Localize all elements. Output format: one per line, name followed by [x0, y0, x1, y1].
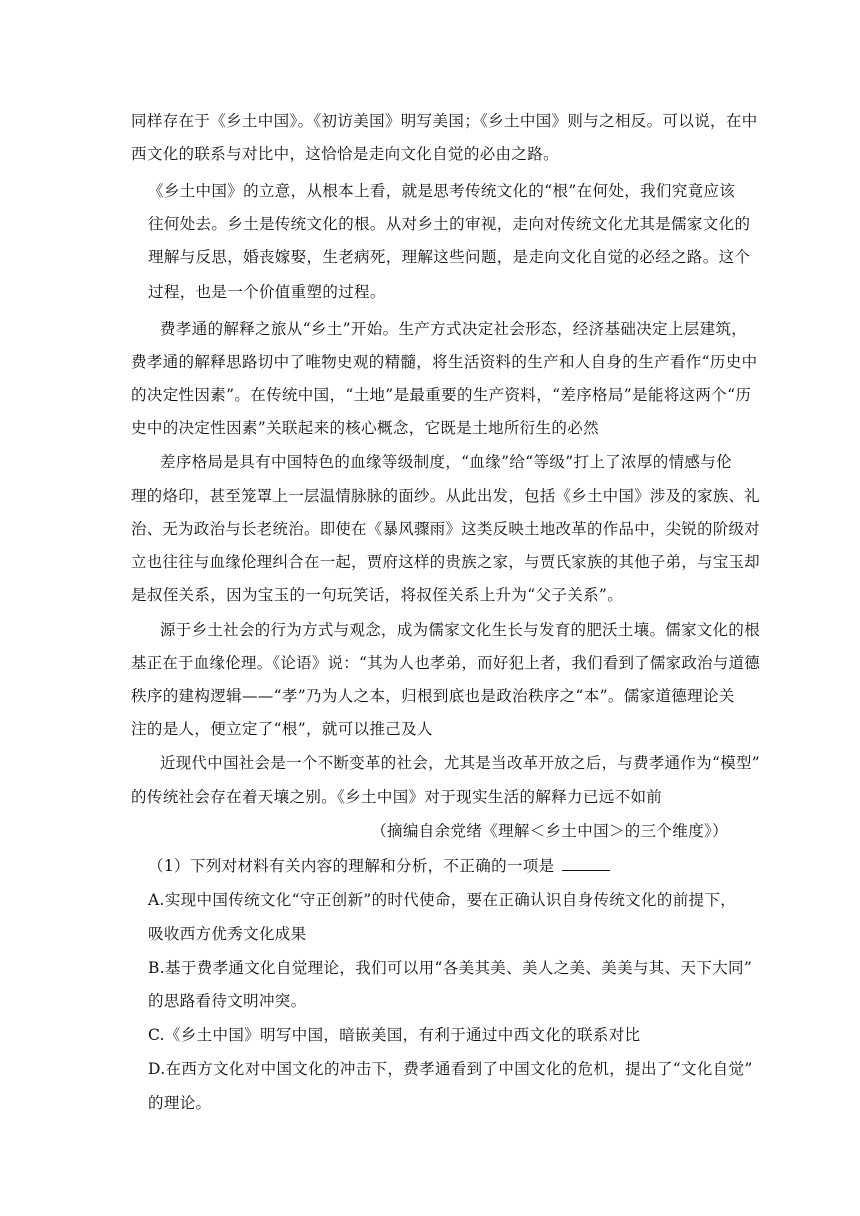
option-a: A.实现中国传统文化“守正创新”的时代使命，要在正确认识自身传统文化的前提下， — [148, 891, 737, 909]
option-a-cont: 吸收西方优秀文化成果 — [148, 925, 307, 943]
text-line: 理的烙印，甚至笼罩上一层温情脉脉的面纱。从此出发，包括《乡土中国》涉及的家族、礼 — [131, 487, 761, 505]
option-b: B.基于费孝通文化自觉理论，我们可以用“各美其美、美人之美、美美与其、天下大同” — [148, 959, 753, 977]
text-line: 基正在于血缘伦理。《论语》说：“其为人也孝弟，而好犯上者，我们看到了儒家政治与道德 — [131, 654, 761, 672]
text-line: 近现代中国社会是一个不断变革的社会，尤其是当改革开放之后，与费孝通作为“模型” — [160, 754, 761, 772]
option-c: C.《乡土中国》明写中国，暗嵌美国，有利于通过中西文化的联系对比 — [148, 1026, 641, 1044]
text-line: 源于乡土社会的行为方式与观念，成为儒家文化生长与发育的肥沃土壤。儒家文化的根 — [160, 621, 761, 639]
option-b-cont: 的思路看待文明冲突。 — [148, 992, 307, 1010]
text-line: 差序格局是具有中国特色的血缘等级制度，“血缘”给“等级”打上了浓厚的情感与伦 — [160, 453, 732, 471]
text-line: 费孝通的解释思路切中了唯物史观的精髓，将生活资料的生产和人自身的生产看作“历史中 — [131, 353, 758, 371]
answer-blank — [562, 856, 610, 871]
text-line: 西文化的联系与对比中，这恰恰是走向文化自觉的必由之路。 — [131, 145, 559, 163]
text-line: 过程，也是一个价值重塑的过程。 — [148, 283, 386, 301]
text-line: 同样存在于《乡土中国》。《初访美国》明写美国；《乡土中国》则与之相反。可以说，在中 — [131, 112, 758, 130]
text-line: 费孝通的解释之旅从“乡土”开始。生产方式决定社会形态，经济基础决定上层建筑， — [160, 320, 748, 338]
text-line: 治、无为政治与长老统治。即使在《暴风骤雨》这类反映土地改革的作品中，尖锐的阶级对 — [131, 520, 761, 538]
text-line: 往何处去。乡土是传统文化的根。从对乡土的审视，走向对传统文化尤其是儒家文化的 — [148, 215, 751, 233]
text-line: 立也往往与血缘伦理纠合在一起，贾府这样的贵族之家，与贾氏家族的其他子弟，与宝玉却 — [131, 553, 761, 571]
source-attribution: （摘编自余党绪《理解＜乡土中国＞的三个维度》） — [371, 822, 728, 840]
text-line: 的决定性因素”。在传统中国，“土地”是最重要的生产资料，“差序格局”是能将这两个“历 — [131, 386, 752, 404]
question-stem — [148, 856, 610, 876]
text-line: 《乡土中国》的立意，从根本上看，就是思考传统文化的“根”在何处，我们究竟应该 — [148, 182, 736, 200]
text-line: 理解与反思，婚丧嫁娶，生老病死，理解这些问题，是走向文化自觉的必经之路。这个 — [148, 248, 751, 266]
question-stem-text: （1）下列对材料有关内容的理解和分析，不正确的一项是 — [148, 857, 555, 875]
text-line: 史中的决定性因素”关联起来的核心概念，它既是土地所衍生的必然 — [131, 419, 599, 437]
option-d: D.在西方文化对中国文化的冲击下，费孝通看到了中国文化的危机，提出了“文化自觉” — [148, 1060, 753, 1078]
text-line: 秩序的建构逻辑——“孝”乃为人之本，归根到底也是政治秩序之“本”。儒家道德理论关 — [131, 687, 735, 705]
text-line: 是叔侄关系，因为宝玉的一句玩笑话，将叔侄关系上升为“父子关系”。 — [131, 586, 624, 604]
text-line: 的传统社会存在着天壤之别。《乡土中国》对于现实生活的解释力已远不如前 — [131, 788, 663, 806]
option-d-cont: 的理论。 — [148, 1094, 212, 1112]
text-line: 注的是人，便立定了“根”，就可以推己及人 — [131, 720, 433, 738]
